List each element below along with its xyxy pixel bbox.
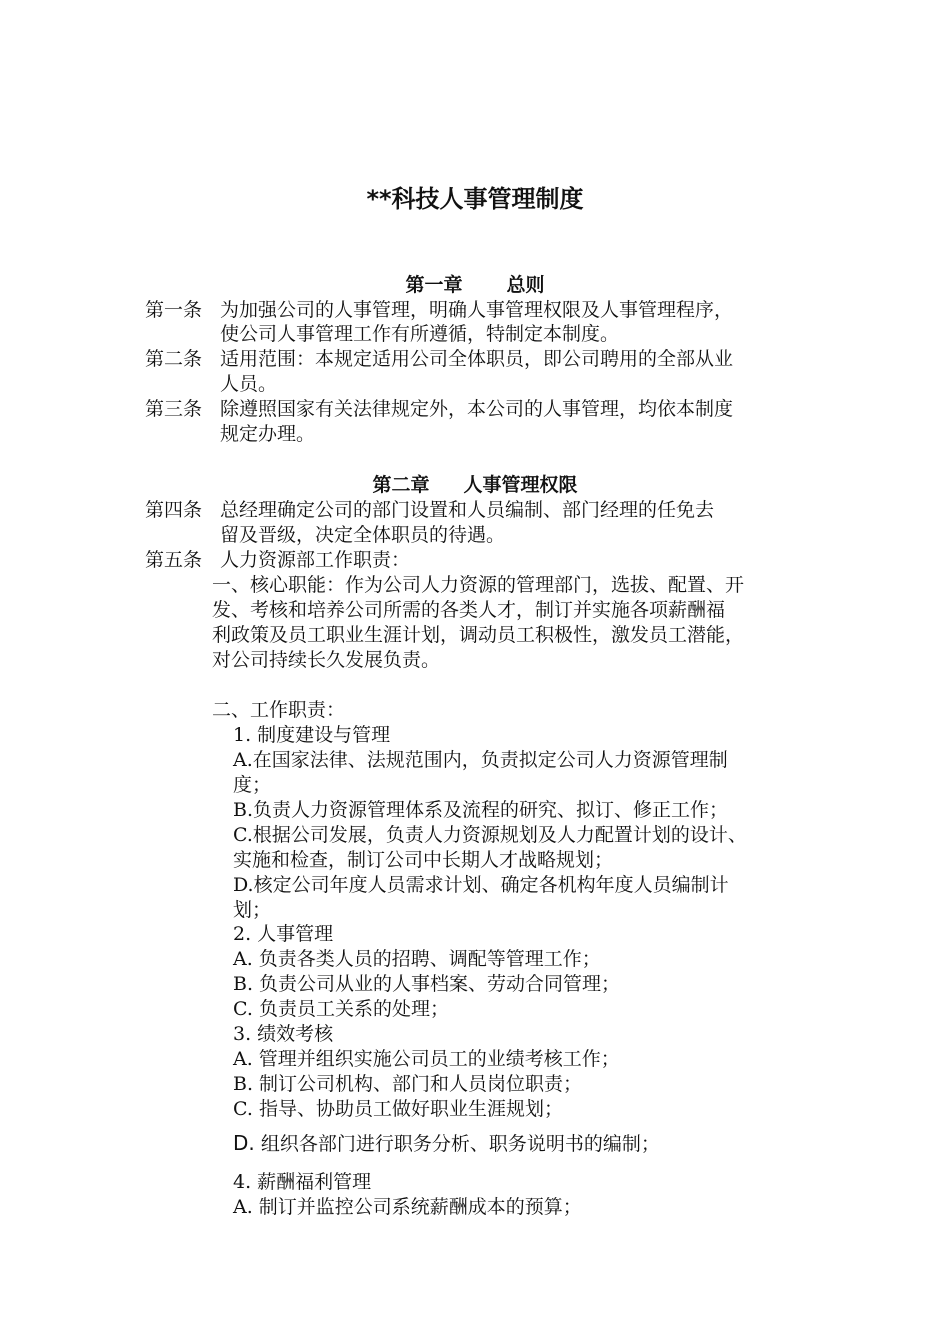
article-1-label: 第一条 [145,299,203,321]
duty-item-1d-line-2: 划； [233,899,272,921]
article-3-line-1: 除遵照国家有关法律规定外，本公司的人事管理，均依本制度 [220,398,734,420]
duty-item-1c-line-2: 实施和检查，制订公司中长期人才战略规划； [233,849,614,871]
duty-item-3c: C. 指导、协助员工做好职业生涯规划； [233,1098,563,1120]
duty-section-4: 4. 薪酬福利管理 [233,1171,372,1193]
article-5-line-1: 人力资源部工作职责： [220,549,411,571]
duty-section-3: 3. 绩效考核 [233,1023,334,1045]
article-1-line-2: 使公司人事管理工作有所遵循，特制定本制度。 [220,323,620,345]
duty-item-2b: B. 负责公司从业的人事档案、劳动合同管理； [233,973,621,995]
core-function-line-3: 利政策及员工职业生涯计划，调动员工积极性，激发员工潜能， [212,624,745,646]
chapter-2-number: 第二章 [372,474,430,496]
duty-item-2a: A. 负责各类人员的招聘、调配等管理工作； [233,948,601,970]
duties-heading: 二、工作职责： [212,699,346,721]
article-5-label: 第五条 [145,549,203,571]
article-2-label: 第二条 [145,348,203,370]
chapter-1-heading [0,272,950,298]
chapter-1-name: 总则 [506,274,545,296]
article-2-line-2: 人员。 [220,373,278,395]
duty-item-1a-line-1: A.在国家法律、法规范围内，负责拟定公司人力资源管理制 [233,749,728,771]
duty-item-3b: B. 制订公司机构、部门和人员岗位职责； [233,1073,583,1095]
article-4-line-1: 总经理确定公司的部门设置和人员编制、部门经理的任免去 [220,499,715,521]
duty-item-4a: A. 制订并监控公司系统薪酬成本的预算； [233,1196,582,1218]
chapter-2-heading [0,472,950,498]
duty-item-1b: B.负责人力资源管理体系及流程的研究、拟订、修正工作； [233,799,729,821]
duty-section-2: 2. 人事管理 [233,923,334,945]
duty-item-2c: C. 负责员工关系的处理； [233,998,449,1020]
duty-item-1d-line-1: D.核定公司年度人员需求计划、确定各机构年度人员编制计 [233,874,729,896]
duty-item-3d-letter: D. [233,1131,255,1155]
article-1-line-1: 为加强公司的人事管理，明确人事管理权限及人事管理程序， [220,299,734,321]
core-function-line-2: 发、考核和培养公司所需的各类人才，制订并实施各项薪酬福 [212,599,726,621]
article-4-line-2: 留及晋级，决定全体职员的待遇。 [220,524,506,546]
duty-section-1: 1. 制度建设与管理 [233,724,391,746]
article-2-line-1: 适用范围：本规定适用公司全体职员，即公司聘用的全部从业 [220,348,734,370]
duty-item-1a-line-2: 度； [233,774,272,796]
core-function-line-1: 一、核心职能：作为公司人力资源的管理部门，选拔、配置、开 [212,574,745,596]
document-title: **科技人事管理制度 [366,185,584,213]
chapter-1-number: 第一章 [405,274,463,296]
article-4-label: 第四条 [145,499,203,521]
article-3-line-2: 规定办理。 [220,423,316,445]
duty-item-3a: A. 管理并组织实施公司员工的业绩考核工作； [233,1048,620,1070]
core-function-line-4: 对公司持续长久发展负责。 [212,649,441,671]
chapter-2-name: 人事管理权限 [463,474,578,496]
duty-item-1c-line-1: C.根据公司发展，负责人力资源规划及人力配置计划的设计、 [233,824,747,846]
duty-item-3d-text: 组织各部门进行职务分析、职务说明书的编制； [260,1133,660,1155]
duty-item-3d [233,1131,660,1157]
article-3-label: 第三条 [145,398,203,420]
